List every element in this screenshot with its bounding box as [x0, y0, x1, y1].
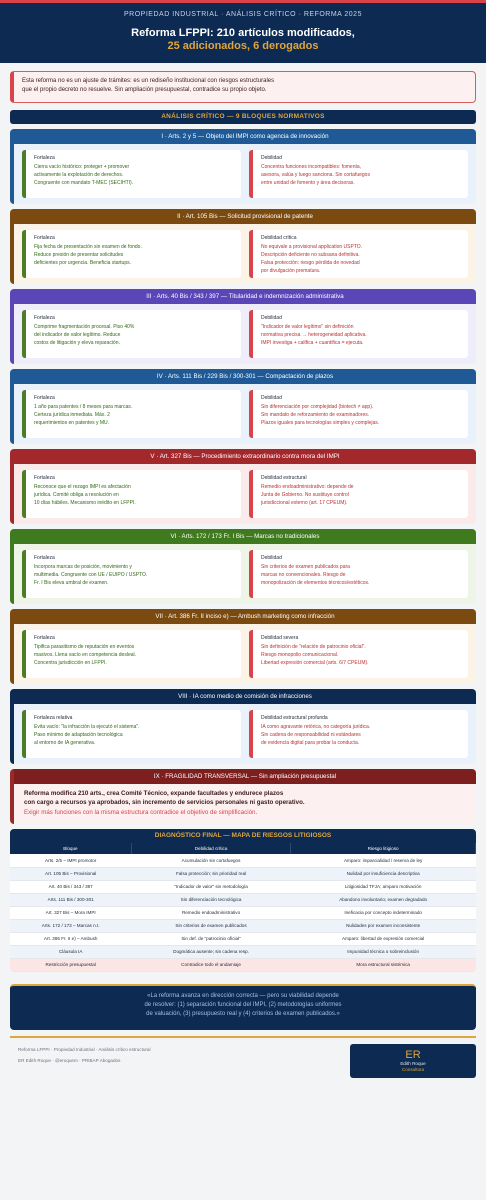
weakness-line: Sin definición de "relación de patrocinio oficial". — [261, 644, 366, 650]
strength-label: Fortaleza relativa — [34, 715, 73, 721]
strength-text — [34, 323, 233, 347]
table-cell: Sin diferenciación tecnológica — [131, 893, 290, 906]
block-body — [14, 464, 476, 524]
weakness-text — [261, 323, 460, 347]
weakness-label: Debilidad — [261, 395, 282, 401]
strength-line: 10 días hábiles. Mecanismo inédito en LFPPI. — [34, 500, 136, 506]
author-badge — [350, 1044, 476, 1078]
table-cell: Remedio endoadministrativo — [131, 906, 290, 919]
col-debilidad: Debilidad crítica — [131, 843, 290, 854]
weakness-line: Plazos iguales para tecnologías simples y complejas. — [261, 420, 380, 426]
weakness-label: Debilidad estructural — [261, 475, 307, 481]
weakness-line: Falsa protección: riesgo pérdida de novedad — [261, 260, 360, 266]
weakness-line: monopolización de elementos técnicos/estéticos. — [261, 580, 370, 586]
table-cell: Acumulación sin cortafuegos — [131, 854, 290, 867]
strength-line: 1 año para patentes / 8 meses para marcas. — [34, 404, 133, 410]
weakness-line: "Indicador de valor legítimo" sin definición — [261, 324, 354, 330]
risk-table — [10, 843, 476, 972]
table-cell: Arts. 111 Bis / 300-301 — [10, 893, 131, 906]
strength-line: Incorpora marcas de posición, movimiento y — [34, 564, 132, 570]
table-cell: "Indicador de valor" sin metodología — [131, 880, 290, 893]
block-ix-body — [14, 784, 476, 824]
weakness-line: por divulgación prematura. — [261, 268, 321, 274]
strength-card — [22, 550, 241, 598]
footer-line1: Reforma LFPPI · Propiedad Industrial · Análisis crítico estructural — [18, 1046, 151, 1052]
weakness-line: de evidencia digital para probar la conducta. — [261, 740, 360, 746]
strength-text — [34, 563, 233, 587]
table-row — [10, 906, 476, 919]
weakness-card — [249, 310, 468, 358]
strength-line: Fr. I Bis eleva umbral de examen. — [34, 580, 109, 586]
strength-line: del indicador de valor legítimo. Reduce — [34, 332, 121, 338]
table-cell: Nulidad por insuficiencia descriptiva — [291, 867, 476, 880]
weakness-label: Debilidad — [261, 315, 282, 321]
weakness-line: Sin cadena de responsabilidad ni estándares — [261, 732, 361, 738]
block-ix-title: IX · FRAGILIDAD TRANSVERSAL — Sin ampliación presupuestal — [14, 769, 476, 784]
risk-map-title: DIAGNÓSTICO FINAL — MAPA DE RIESGOS LITIGIOSOS — [10, 829, 476, 843]
strength-line: Fija fecha de presentación sin examen de fondo. — [34, 244, 142, 250]
strength-line: Reconoce que el rezago IMPI es afectación — [34, 484, 131, 490]
weakness-line: normativa precisa → heterogeneidad aplicativa. — [261, 332, 367, 338]
block-ix-line1: Reforma modifica 210 arts., crea Comité Técnico, expande facultades y endurece plazos — [24, 790, 284, 797]
block-5 — [10, 449, 476, 524]
strength-line: Tipifica parasitismo de reputación en eventos — [34, 644, 135, 650]
weakness-line: Descripción deficiente no subsana definitiva. — [261, 252, 360, 258]
block-ix-line2: con cargo a recursos ya aprobados, sin incremento de servicios personales ni gasto operativo. — [24, 799, 305, 806]
weakness-card — [249, 390, 468, 438]
strength-text — [34, 483, 233, 507]
strength-label: Fortaleza — [34, 155, 55, 161]
strength-line: Certeza jurídica inmediata. Máx. 2 — [34, 412, 110, 418]
table-cell: Cláusula IA — [10, 945, 131, 958]
intro-callout — [10, 71, 476, 103]
table-cell: Falsa protección; sin prioridad real — [131, 867, 290, 880]
page-title-line1: Reforma LFPPI: 210 artículos modificados, — [131, 27, 355, 39]
table-cell: Arts. 172 / 173 – Marcas n.t. — [10, 919, 131, 932]
block-title: VI · Arts. 172 / 173 Fr. I Bis — Marcas no tradicionales — [14, 529, 476, 544]
table-cell: Art. 386 Fr. II e) – Ambush — [10, 932, 131, 945]
weakness-line: entre unidad de fomento y área decisoras. — [261, 180, 355, 186]
strength-card — [22, 710, 241, 758]
weakness-text — [261, 403, 460, 427]
strength-line: Evita vacío: "la infracción la ejecutó el sistema". — [34, 724, 140, 730]
weakness-text — [261, 243, 460, 275]
weakness-line: Riesgo monopolio comunicacional. — [261, 652, 339, 658]
weakness-label: Debilidad — [261, 555, 282, 561]
weakness-line: IMPI investiga + califica + cuantifica = ejecuta. — [261, 340, 364, 346]
strength-card — [22, 150, 241, 198]
quote-line1: «La reforma avanza en dirección correcta — pero su viabilidad depende — [147, 992, 339, 999]
header-kicker: PROPIEDAD INDUSTRIAL · ANÁLISIS CRÍTICO · REFORMA 2025 — [124, 11, 362, 18]
table-cell: Dogmática ausente; sin cadena resp. — [131, 945, 290, 958]
block-title: V · Art. 327 Bis — Procedimiento extraordinario contra mora del IMPI — [14, 449, 476, 464]
strength-line: costos de litigación y eleva reparación. — [34, 340, 120, 346]
table-cell: Art. 40 Bis / 343 / 397 — [10, 880, 131, 893]
weakness-line: asesora, valúa y luego sanciona. Sin cortafuegos — [261, 172, 370, 178]
block-title: II · Art. 105 Bis — Solicitud provisional de patente — [14, 209, 476, 224]
table-cell: Amparo: imparcialidad / reserva de ley — [291, 854, 476, 867]
intro-line2: que el propio decreto no resuelve. Sin ampliación presupuestal, contradice su propio objeto. — [22, 87, 267, 93]
table-cell: Sin criterios de examen publicados — [131, 919, 290, 932]
strength-text — [34, 163, 233, 187]
intro-line1: Esta reforma no es un ajuste de trámites: es un rediseño institucional con riesgos estructurales — [22, 78, 275, 84]
section-title: ANÁLISIS CRÍTICO — 9 BLOQUES NORMATIVOS — [10, 110, 476, 124]
strength-line: requerimientos en patentes y MU. — [34, 420, 110, 426]
block-title: VIII · IA como medio de comisión de infracciones — [14, 689, 476, 704]
strength-card — [22, 230, 241, 278]
strength-label: Fortaleza — [34, 635, 55, 641]
block-title: III · Arts. 40 Bis / 343 / 397 — Titularidad e indemnización administrativa — [14, 289, 476, 304]
table-cell: Contradice todo el andamiaje — [131, 958, 290, 971]
block-body — [14, 304, 476, 364]
weakness-line: Junta de Gobierno. No sustituye control — [261, 492, 349, 498]
weakness-line: Remedio endoadministrativo: depende de — [261, 484, 354, 490]
weakness-label: Debilidad crítica — [261, 235, 297, 241]
weakness-text — [261, 643, 460, 667]
block-3 — [10, 289, 476, 364]
weakness-card — [249, 550, 468, 598]
badge-initials: ER — [405, 1048, 421, 1061]
weakness-text — [261, 163, 460, 187]
strength-line: Paso mínimo de adaptación tecnológica — [34, 732, 123, 738]
weakness-line: Sin mandato de reforzamiento de examinadores. — [261, 412, 370, 418]
weakness-label: Debilidad severa — [261, 635, 299, 641]
strength-line: activamente la explotación de derechos. — [34, 172, 124, 178]
strength-text — [34, 403, 233, 427]
table-cell: Litigiosidad TFJA; amparo motivación — [291, 880, 476, 893]
block-2 — [10, 209, 476, 284]
table-cell: Ineficacia por concepto indeterminado — [291, 906, 476, 919]
table-cell: Art. 105 Bis – Provisional — [10, 867, 131, 880]
strength-card — [22, 470, 241, 518]
table-row — [10, 945, 476, 958]
strength-text — [34, 723, 233, 747]
block-body — [14, 224, 476, 284]
block-title: I · Arts. 2 y 5 — Objeto del IMPI como agencia de innovación — [14, 129, 476, 144]
table-cell: Impunidad técnica o sobreinclusión — [291, 945, 476, 958]
strength-line: al entorno de IA generativa. — [34, 740, 96, 746]
block-4 — [10, 369, 476, 444]
table-row — [10, 867, 476, 880]
quote-line2: de resolver: (1) separación funcional del IMPI, (2) metodologías uniformes — [144, 1001, 342, 1008]
strength-line: jurídica. Comité obliga a resolución en — [34, 492, 119, 498]
weakness-card — [249, 470, 468, 518]
risk-table-body — [10, 854, 476, 971]
table-cell: Abandono involuntario; examen degradado — [291, 893, 476, 906]
col-riesgo: Riesgo litigioso — [291, 843, 476, 854]
badge-name: Edith Roque — [400, 1060, 426, 1066]
block-body — [14, 384, 476, 444]
weakness-line: IA como agravante retórica, no categoría jurídica. — [261, 724, 371, 730]
strength-card — [22, 390, 241, 438]
table-cell: Amparo: libertad de expresión comercial — [291, 932, 476, 945]
risk-map — [10, 829, 476, 972]
block-ix-line3: Exigir más funciones con la misma estructura contradice el objetivo de simplificación. — [24, 809, 258, 816]
table-row — [10, 958, 476, 971]
page-title-line2: 25 adicionados, 6 derogados — [167, 40, 319, 52]
weakness-card — [249, 710, 468, 758]
risk-table-header — [10, 843, 476, 854]
quote-line3: de valuación, (3) presupuesto real y (4) criterios de examen publicados.» — [146, 1010, 340, 1017]
weakness-line: Sin criterios de examen publicados para — [261, 564, 350, 570]
block-body — [14, 624, 476, 684]
strength-card — [22, 310, 241, 358]
strength-label: Fortaleza — [34, 475, 55, 481]
weakness-text — [261, 483, 460, 507]
badge-role: Consultora — [401, 1066, 425, 1072]
strength-label: Fortaleza — [34, 235, 55, 241]
weakness-line: No equivale a provisional application USPTO. — [261, 244, 363, 250]
strength-text — [34, 243, 233, 267]
table-cell: Nulidades por examen inconsistente — [291, 919, 476, 932]
page-header — [0, 3, 486, 63]
strength-line: deficientes por urgencia. Beneficia startups. — [34, 260, 131, 266]
block-1 — [10, 129, 476, 204]
table-cell: Art. 327 Bis – Mora IMPI — [10, 906, 131, 919]
weakness-card — [249, 150, 468, 198]
block-body — [14, 704, 476, 764]
table-row — [10, 854, 476, 867]
strength-line: masivos. Llena vacío en competencia desleal. — [34, 652, 137, 658]
col-bloque: Bloque — [10, 843, 131, 854]
blocks-container — [0, 129, 486, 764]
page-footer — [10, 1036, 476, 1078]
block-body — [14, 544, 476, 604]
footer-text — [10, 1044, 151, 1066]
table-cell: Restricción presupuestal — [10, 958, 131, 971]
block-body — [14, 144, 476, 204]
strength-label: Fortaleza — [34, 315, 55, 321]
strength-line: Reduce presión de presentar solicitudes — [34, 252, 124, 258]
weakness-text — [261, 563, 460, 587]
strength-line: multimedia. Congruente con UE / EUIPO / USPTO. — [34, 572, 148, 578]
table-cell: Mora estructural sistémica — [291, 958, 476, 971]
weakness-card — [249, 630, 468, 678]
table-row — [10, 919, 476, 932]
weakness-card — [249, 230, 468, 278]
block-title: VII · Art. 386 Fr. II inciso e) — Ambush marketing como infracción — [14, 609, 476, 624]
strength-text — [34, 643, 233, 667]
weakness-label: Debilidad estructural profunda — [261, 715, 328, 721]
footer-line2: ER Edith Roque · @eroquem · PRIBAP Abogados — [18, 1057, 121, 1063]
strength-line: Comprime fragmentación procesal. Piso 40% — [34, 324, 135, 330]
table-row — [10, 893, 476, 906]
closing-quote — [10, 984, 476, 1030]
block-title: IV · Arts. 111 Bis / 229 Bis / 300-301 — Compactación de plazos — [14, 369, 476, 384]
weakness-text — [261, 723, 460, 747]
weakness-line: Libertad expresión comercial (arts. 6/7 CPEUM). — [261, 660, 369, 666]
block-8 — [10, 689, 476, 764]
block-6 — [10, 529, 476, 604]
strength-card — [22, 630, 241, 678]
block-7 — [10, 609, 476, 684]
table-row — [10, 880, 476, 893]
block-ix — [10, 769, 476, 824]
table-row — [10, 932, 476, 945]
strength-label: Fortaleza — [34, 395, 55, 401]
table-cell: Arts. 2/5 – IMPI promotor — [10, 854, 131, 867]
table-cell: Sin def. de "patrocinio oficial" — [131, 932, 290, 945]
weakness-line: marcas no convencionales. Riesgo de — [261, 572, 346, 578]
strength-label: Fortaleza — [34, 555, 55, 561]
strength-line: Concentra jurisdicción en LFPPI. — [34, 660, 107, 666]
strength-line: Congruente con mandato T-MEC (SECIHTI). — [34, 180, 134, 186]
weakness-label: Debilidad — [261, 155, 282, 161]
weakness-line: Concentra funciones incompatibles: fomenta, — [261, 164, 362, 170]
strength-line: Cierra vacío histórico: proteger + promover — [34, 164, 130, 170]
weakness-line: Sin diferenciación por complejidad (biotech ≠ app). — [261, 404, 374, 410]
weakness-line: jurisdiccional externo (art. 17 CPEUM). — [261, 500, 348, 506]
